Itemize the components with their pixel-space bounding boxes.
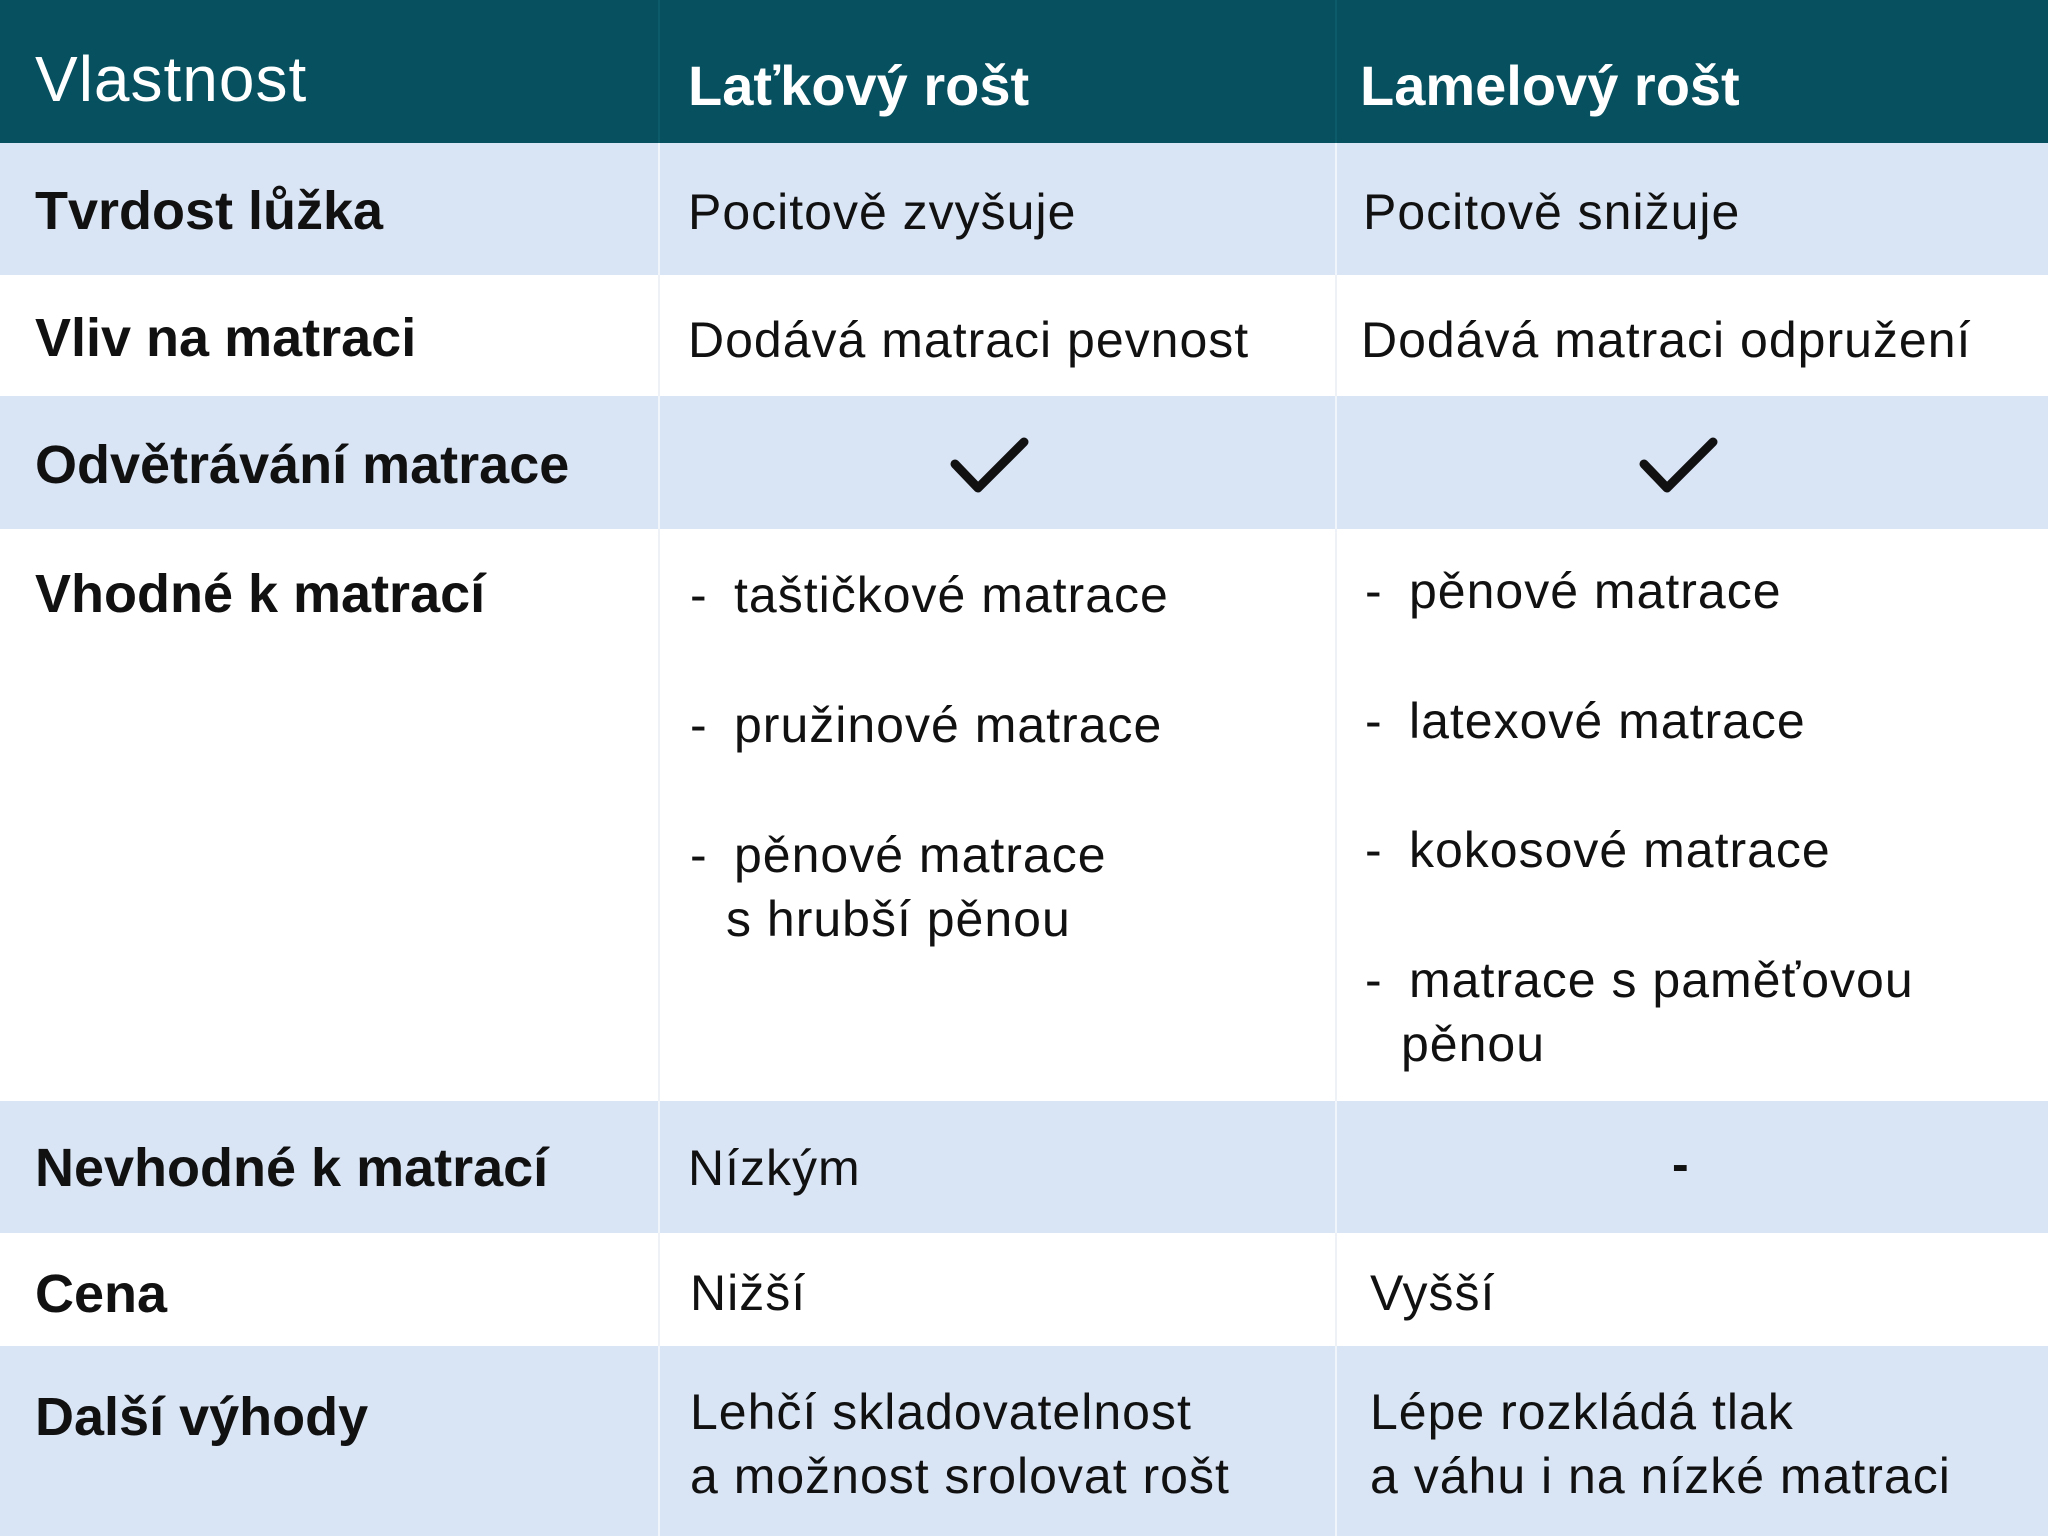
list-item: - pružinové matrace bbox=[690, 697, 1163, 753]
lamelovy-cell bbox=[1335, 1101, 2048, 1233]
row-label-cell bbox=[0, 529, 658, 1101]
header-cell-latkovy bbox=[658, 0, 1335, 143]
list-item: - latexové matrace bbox=[1365, 693, 1806, 749]
lamelovy-cell bbox=[1335, 1233, 2048, 1346]
header-lamelovy-label: Lamelový rošt bbox=[1360, 54, 1740, 117]
row-label: Další výhody bbox=[35, 1387, 369, 1447]
row-label-cell bbox=[0, 396, 658, 529]
table-row-unsuitable bbox=[0, 1101, 2048, 1233]
lamelovy-value: - bbox=[1672, 1136, 1690, 1192]
row-label: Vliv na matraci bbox=[35, 308, 417, 368]
latkovy-value: Nižší bbox=[690, 1265, 807, 1321]
lamelovy-cell bbox=[1335, 143, 2048, 275]
list-item: - taštičkové matrace bbox=[690, 567, 1169, 623]
latkovy-cell bbox=[658, 1346, 1335, 1536]
lamelovy-value: Vyšší bbox=[1370, 1265, 1496, 1321]
checkmark-icon bbox=[1639, 436, 1719, 496]
row-label-cell bbox=[0, 143, 658, 275]
row-label-cell bbox=[0, 1233, 658, 1346]
list-item: - kokosové matrace bbox=[1365, 822, 1831, 878]
list-item: - matrace s paměťovou pěnou bbox=[1365, 952, 1914, 1072]
table-row-effect bbox=[0, 275, 2048, 396]
latkovy-cell bbox=[658, 143, 1335, 275]
header-latkovy-label: Laťkový rošt bbox=[688, 54, 1030, 117]
lamelovy-value: Lépe rozkládá tlak a váhu i na nízké matraci bbox=[1370, 1384, 1951, 1504]
latkovy-value: Lehčí skladovatelnost a možnost srolovat rošt bbox=[690, 1384, 1230, 1504]
latkovy-value: Nízkým bbox=[688, 1140, 861, 1196]
table-row-benefits bbox=[0, 1346, 2048, 1536]
latkovy-cell bbox=[658, 1233, 1335, 1346]
lamelovy-cell bbox=[1335, 1346, 2048, 1536]
latkovy-value: Dodává matraci pevnost bbox=[688, 312, 1250, 368]
latkovy-cell bbox=[658, 275, 1335, 396]
lamelovy-cell bbox=[1335, 529, 2048, 1101]
lamelovy-cell bbox=[1335, 396, 2048, 529]
row-label: Nevhodné k matrací bbox=[35, 1138, 549, 1198]
row-label: Tvrdost lůžka bbox=[35, 181, 384, 241]
table-row-ventilation bbox=[0, 396, 2048, 529]
table-row-hardness bbox=[0, 143, 2048, 275]
checkmark-icon bbox=[950, 436, 1030, 496]
table-row-price bbox=[0, 1233, 2048, 1346]
row-label-cell bbox=[0, 1346, 658, 1536]
latkovy-value: Pocitově zvyšuje bbox=[688, 184, 1077, 240]
row-label: Odvětrávání matrace bbox=[35, 435, 570, 495]
latkovy-cell bbox=[658, 529, 1335, 1101]
row-label-cell bbox=[0, 275, 658, 396]
row-label: Vhodné k matrací bbox=[35, 564, 486, 624]
list-item: - pěnové matrace s hrubší pěnou bbox=[690, 827, 1107, 947]
table-row-suitable bbox=[0, 529, 2048, 1101]
header-cell-property bbox=[0, 0, 658, 143]
lamelovy-value: Pocitově snižuje bbox=[1363, 184, 1741, 240]
row-label-cell bbox=[0, 1101, 658, 1233]
lamelovy-cell bbox=[1335, 275, 2048, 396]
lamelovy-value: Dodává matraci odpružení bbox=[1361, 312, 1972, 368]
latkovy-cell bbox=[658, 1101, 1335, 1233]
list-item: - pěnové matrace bbox=[1365, 563, 1782, 619]
table-header bbox=[0, 0, 2048, 143]
latkovy-cell bbox=[658, 396, 1335, 529]
header-cell-lamelovy bbox=[1335, 0, 2048, 143]
header-property-label: Vlastnost bbox=[35, 43, 308, 115]
row-label: Cena bbox=[35, 1264, 168, 1324]
